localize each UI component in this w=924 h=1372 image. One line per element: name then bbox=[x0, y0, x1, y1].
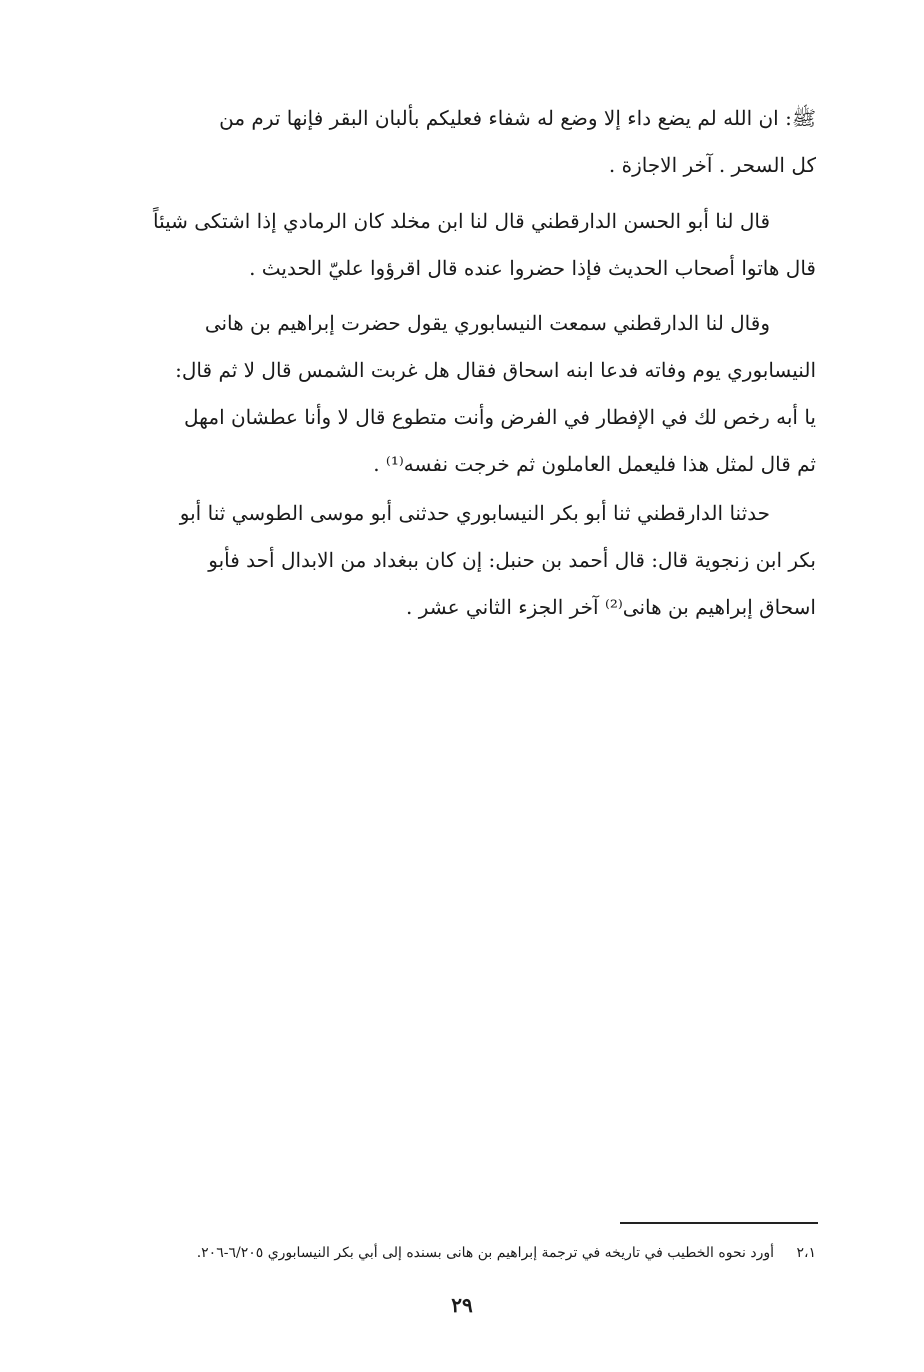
text-line: قال هاتوا أصحاب الحديث فإذا حضروا عنده قال اقرؤوا عليّ الحديث . bbox=[249, 256, 816, 280]
text-line: وقال لنا الدارقطني سمعت النيسابوري يقول حضرت إبراهيم بن هانى bbox=[204, 311, 770, 335]
text-line: ثم قال لمثل هذا فليعمل العاملون ثم خرجت نفسه⁽¹⁾ . bbox=[373, 452, 816, 476]
text-line: قال لنا أبو الحسن الدارقطني قال لنا ابن مخلد كان الرمادي إذا اشتكى شيئاً bbox=[152, 209, 770, 233]
paragraph-2 bbox=[104, 198, 816, 292]
footnote-divider bbox=[620, 1222, 818, 1224]
footnote-number: ٢،١ bbox=[796, 1245, 816, 1261]
footnote-text: أورد نحوه الخطيب في تاريخه في ترجمة إبراهيم بن هانى بسنده إلى أبي بكر النيسابوري ٦/٢٠٥-٢٠٦. bbox=[196, 1245, 774, 1261]
footnote bbox=[104, 1238, 816, 1268]
text-line: اسحاق إبراهيم بن هانى⁽²⁾ آخر الجزء الثاني عشر . bbox=[406, 595, 816, 619]
paragraph-4 bbox=[104, 490, 816, 631]
paragraph-1 bbox=[104, 95, 816, 189]
paragraph-3 bbox=[104, 300, 816, 488]
text-line: بكر ابن زنجوية قال: قال أحمد بن حنبل: إن كان ببغداد من الابدال أحد فأبو bbox=[208, 548, 816, 572]
text-line: ﷺ: ان الله لم يضع داء إلا وضع له شفاء فعليكم بألبان البقر فإنها ترم من bbox=[219, 106, 816, 130]
page-number: ٢٩ bbox=[451, 1293, 473, 1317]
text-line: كل السحر . آخر الاجازة . bbox=[608, 153, 816, 177]
text-line: يا أبه رخص لك في الإفطار في الفرض وأنت متطوع قال لا وأنا عطشان امهل bbox=[183, 405, 816, 429]
text-line: النيسابوري يوم وفاته فدعا ابنه اسحاق فقال هل غربت الشمس قال لا ثم قال: bbox=[175, 358, 816, 382]
text-line: حدثنا الدارقطني ثنا أبو بكر النيسابوري حدثنى أبو موسى الطوسي ثنا أبو bbox=[179, 501, 770, 525]
